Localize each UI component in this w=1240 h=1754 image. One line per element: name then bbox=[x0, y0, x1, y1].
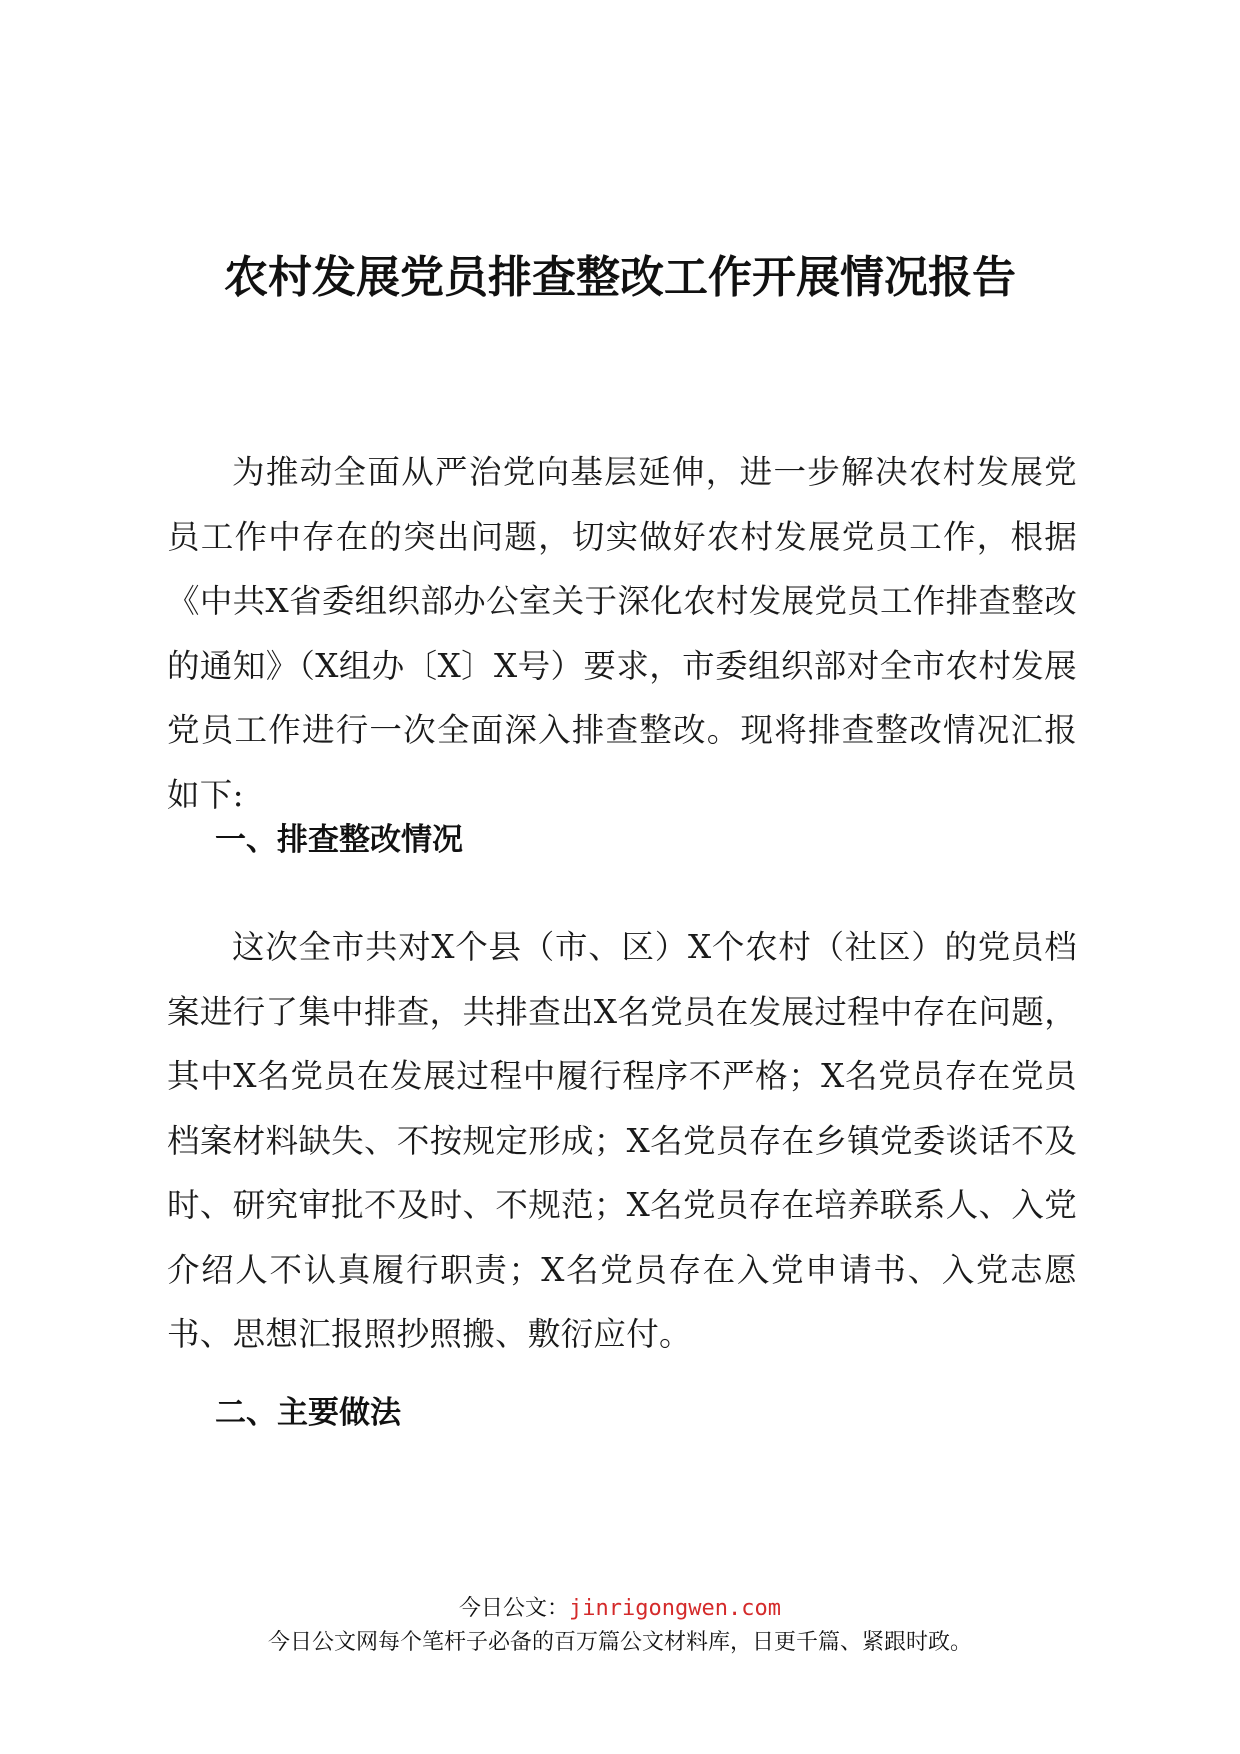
document-title: 农村发展党员排查整改工作开展情况报告 bbox=[224, 252, 1016, 303]
footer-source-line bbox=[0, 1594, 1240, 1624]
intro-paragraph-block bbox=[167, 440, 1077, 827]
section-heading-2: 二、主要做法 bbox=[215, 1395, 401, 1431]
section1-paragraph-block bbox=[167, 915, 1077, 1367]
intro-paragraph: 为推动全面从严治党向基层延伸，进一步解决农村发展党员工作中存在的突出问题，切实做好农村发展党员工作，根据《中共X省委组织部办公室关于深化农村发展党员工作排查整改的通知》（X组办〔X〕X号）要求，市委组织部对全市农村发展党员工作进行一次全面深入排查整改。现将排查整改情况汇报如下: bbox=[167, 453, 1077, 814]
footer-site-link[interactable]: jinrigongwen.com bbox=[569, 1596, 781, 1621]
section1-paragraph: 这次全市共对X个县（市、区）X个农村（社区）的党员档案进行了集中排查，共排查出X名党员在发展过程中存在问题，其中X名党员在发展过程中履行程序不严格；X名党员存在党员档案材料缺失、不按规定形成；X名党员存在乡镇党委谈话不及时、研究审批不及时、不规范；X名党员存在培养联系人、入党介绍人不认真履行职责；X名党员存在入党申请书、入党志愿书、思想汇报照抄照搬、敷衍应付。 bbox=[167, 928, 1077, 1353]
footer-slogan: 今日公文网每个笔杆子必备的百万篇公文材料库，日更千篇、紧跟时政。 bbox=[267, 1630, 972, 1655]
footer-label: 今日公文： bbox=[459, 1596, 570, 1621]
section-heading-1: 一、排查整改情况 bbox=[215, 822, 463, 858]
